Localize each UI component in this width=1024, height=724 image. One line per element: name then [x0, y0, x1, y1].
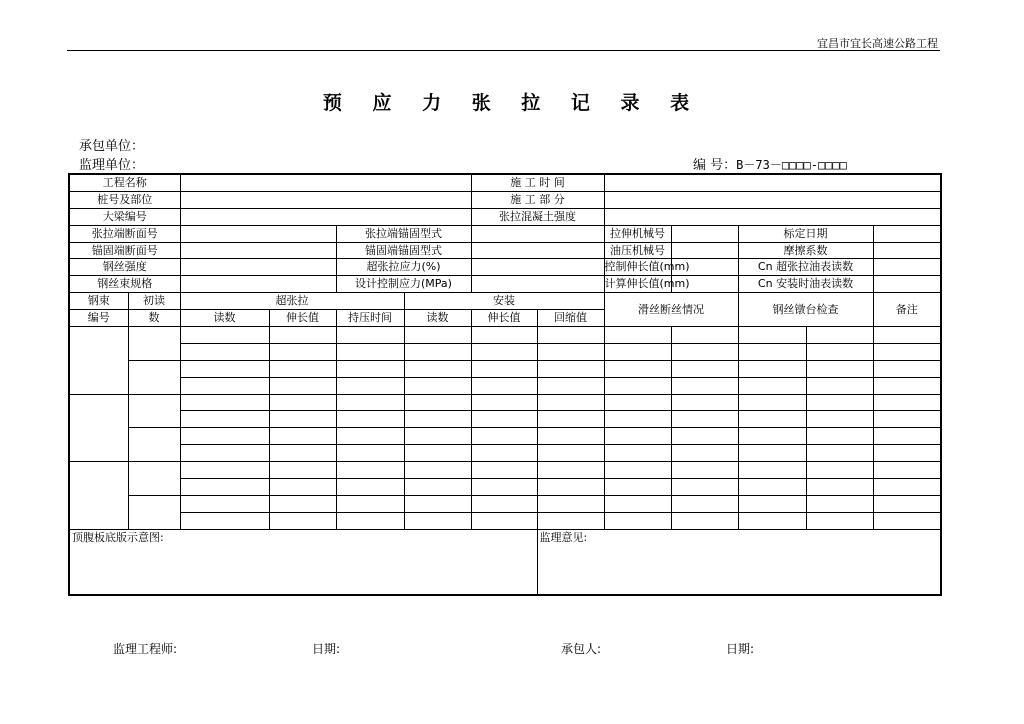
- bundle-no-header-top: 钢束: [69, 293, 128, 310]
- station-label: 桩号及部位: [69, 191, 180, 208]
- table-cell[interactable]: [471, 512, 537, 529]
- table-cell[interactable]: [269, 394, 336, 411]
- table-cell[interactable]: [537, 495, 604, 512]
- table-cell[interactable]: [336, 377, 404, 394]
- table-cell[interactable]: [180, 343, 269, 360]
- table-cell[interactable]: [336, 428, 404, 445]
- init-reading-cell[interactable]: [128, 394, 180, 428]
- table-cell[interactable]: [180, 445, 269, 462]
- table-cell[interactable]: [537, 479, 604, 496]
- install-elongation-header: 伸长值: [471, 310, 537, 327]
- form-code: [693, 154, 847, 173]
- retraction-header: 回缩值: [537, 310, 604, 327]
- contractor-label: 承包单位：: [79, 139, 145, 154]
- tension-record-form: [68, 173, 942, 596]
- table-cell[interactable]: [537, 343, 604, 360]
- design-stress-label: 设计控制应力(MPa): [336, 276, 471, 293]
- table-cell[interactable]: [269, 495, 336, 512]
- bundle-no-header-bottom: 编号: [69, 310, 128, 327]
- table-cell[interactable]: [671, 445, 738, 462]
- table-cell[interactable]: [180, 462, 269, 479]
- upset-header: 钢丝镦台检查: [738, 293, 873, 327]
- table-cell[interactable]: [471, 479, 537, 496]
- table-cell[interactable]: [604, 479, 671, 496]
- table-cell[interactable]: [269, 445, 336, 462]
- table-cell[interactable]: [471, 411, 537, 428]
- table-cell[interactable]: [671, 462, 738, 479]
- bundle-spec-field[interactable]: [180, 276, 336, 293]
- table-cell[interactable]: [738, 462, 806, 479]
- table-cell[interactable]: [471, 462, 537, 479]
- table-cell[interactable]: [604, 428, 671, 445]
- table-cell[interactable]: [404, 479, 471, 496]
- table-cell[interactable]: [180, 512, 269, 529]
- table-cell[interactable]: [604, 411, 671, 428]
- cn-install-reading-field[interactable]: [873, 276, 941, 293]
- friction-coef-field[interactable]: [873, 242, 941, 259]
- table-cell[interactable]: [604, 512, 671, 529]
- table-cell[interactable]: [671, 479, 738, 496]
- table-cell[interactable]: [604, 462, 671, 479]
- table-cell[interactable]: [873, 479, 941, 496]
- table-cell[interactable]: [806, 327, 873, 344]
- table-cell[interactable]: [471, 428, 537, 445]
- table-cell[interactable]: [604, 495, 671, 512]
- table-row: [69, 462, 941, 479]
- construction-part-label: 施 工 部 分: [471, 191, 604, 208]
- init-reading-cell[interactable]: [128, 495, 180, 529]
- cn-over-reading-label: Cn 超张拉油表读数: [738, 259, 873, 276]
- table-cell[interactable]: [180, 411, 269, 428]
- table-cell[interactable]: [336, 360, 404, 377]
- table-cell[interactable]: [873, 360, 941, 377]
- table-cell[interactable]: [738, 360, 806, 377]
- table-cell[interactable]: [806, 445, 873, 462]
- table-cell[interactable]: [806, 495, 873, 512]
- table-cell[interactable]: [604, 445, 671, 462]
- construction-time-field[interactable]: [604, 174, 941, 191]
- calibration-date-field[interactable]: [873, 225, 941, 242]
- table-cell[interactable]: [336, 343, 404, 360]
- calc-elongation-label: 计算伸长值(mm): [604, 276, 671, 293]
- table-cell[interactable]: [604, 394, 671, 411]
- table-cell[interactable]: [180, 428, 269, 445]
- table-cell[interactable]: [873, 327, 941, 344]
- table-cell[interactable]: [404, 512, 471, 529]
- concrete-strength-label: 张拉混凝土强度: [471, 208, 604, 225]
- table-cell[interactable]: [537, 512, 604, 529]
- table-cell[interactable]: [738, 394, 806, 411]
- init-reading-header-bottom: 数: [128, 310, 180, 327]
- table-row: [69, 479, 941, 496]
- over-elongation-header: 伸长值: [269, 310, 336, 327]
- design-stress-field[interactable]: [471, 276, 604, 293]
- table-cell[interactable]: [873, 428, 941, 445]
- table-cell[interactable]: [269, 428, 336, 445]
- anchor-end-section-field[interactable]: [180, 242, 336, 259]
- beam-no-field[interactable]: [180, 208, 471, 225]
- opinion-label: 监理意见:: [539, 530, 588, 544]
- table-cell[interactable]: [873, 462, 941, 479]
- table-cell[interactable]: [404, 394, 471, 411]
- footer-date-2: 日期:: [726, 642, 755, 656]
- anchor-end-anchor-field[interactable]: [471, 242, 604, 259]
- table-cell[interactable]: [269, 512, 336, 529]
- footer-engineer: 监理工程师:: [113, 642, 178, 656]
- table-cell[interactable]: [336, 327, 404, 344]
- cn-install-reading-label: Cn 安装时油表读数: [738, 276, 873, 293]
- page-title: 预 应 力 张 拉 记 录 表: [322, 92, 702, 114]
- table-cell[interactable]: [537, 462, 604, 479]
- table-cell[interactable]: [471, 327, 537, 344]
- table-cell[interactable]: [404, 360, 471, 377]
- table-cell[interactable]: [180, 327, 269, 344]
- footer-contractor: 承包人:: [561, 642, 602, 656]
- table-cell[interactable]: [471, 495, 537, 512]
- over-tension-stress-label: 超张拉应力(%): [336, 259, 471, 276]
- over-tension-stress-field[interactable]: [471, 259, 604, 276]
- project-header: 宜昌市宜长高速公路工程: [817, 37, 938, 50]
- anchor-end-section-label: 锚固端断面号: [69, 242, 180, 259]
- table-cell[interactable]: [404, 411, 471, 428]
- table-cell[interactable]: [269, 462, 336, 479]
- calibration-date-label: 标定日期: [738, 225, 873, 242]
- header-rule: [67, 50, 940, 51]
- opinion-area[interactable]: [537, 529, 941, 595]
- footer-date-1: 日期:: [312, 642, 341, 656]
- table-cell[interactable]: [404, 428, 471, 445]
- table-cell[interactable]: [336, 495, 404, 512]
- wire-strength-label: 钢丝强度: [69, 259, 180, 276]
- table-cell[interactable]: [873, 343, 941, 360]
- table-cell[interactable]: [806, 512, 873, 529]
- tension-end-anchor-field[interactable]: [471, 225, 604, 242]
- table-row: [69, 343, 941, 360]
- project-name-field[interactable]: [180, 174, 471, 191]
- table-cell[interactable]: [404, 343, 471, 360]
- bundle-no-cell[interactable]: [69, 327, 128, 395]
- diagram-label: 顶腹板底版示意图:: [72, 530, 164, 544]
- bundle-no-cell[interactable]: [69, 462, 128, 530]
- table-cell[interactable]: [336, 411, 404, 428]
- table-cell[interactable]: [336, 512, 404, 529]
- table-cell[interactable]: [738, 343, 806, 360]
- tension-end-section-field[interactable]: [180, 225, 336, 242]
- table-cell[interactable]: [404, 377, 471, 394]
- table-cell[interactable]: [471, 377, 537, 394]
- install-header: 安装: [404, 293, 604, 310]
- form-code-label: 编 号：: [693, 158, 737, 173]
- table-cell[interactable]: [873, 512, 941, 529]
- table-cell[interactable]: [671, 495, 738, 512]
- table-cell[interactable]: [537, 327, 604, 344]
- table-cell[interactable]: [671, 512, 738, 529]
- form-code-value: B－73－□□□□-□□□□: [736, 158, 847, 172]
- oil-pump-no-label: 油压机械号: [604, 242, 671, 259]
- table-cell[interactable]: [873, 445, 941, 462]
- table-cell[interactable]: [404, 327, 471, 344]
- hold-time-header: 持压时间: [336, 310, 404, 327]
- table-cell[interactable]: [180, 394, 269, 411]
- tension-end-section-label: 张拉端断面号: [69, 225, 180, 242]
- table-cell[interactable]: [738, 512, 806, 529]
- table-cell[interactable]: [269, 327, 336, 344]
- data-rows: [69, 327, 941, 595]
- control-elongation-label: 控制伸长值(mm): [604, 259, 671, 276]
- table-cell[interactable]: [671, 428, 738, 445]
- table-cell[interactable]: [604, 343, 671, 360]
- table-cell[interactable]: [738, 495, 806, 512]
- remark-header: 备注: [873, 293, 941, 327]
- table-cell[interactable]: [180, 495, 269, 512]
- install-reading-header: 读数: [404, 310, 471, 327]
- table-cell[interactable]: [269, 479, 336, 496]
- table-row: [69, 495, 941, 512]
- project-name-label: 工程名称: [69, 174, 180, 191]
- table-cell[interactable]: [336, 445, 404, 462]
- table-cell[interactable]: [404, 445, 471, 462]
- init-reading-cell[interactable]: [128, 327, 180, 361]
- table-cell[interactable]: [604, 360, 671, 377]
- construction-part-field[interactable]: [604, 191, 941, 208]
- table-cell[interactable]: [671, 394, 738, 411]
- table-cell[interactable]: [873, 377, 941, 394]
- init-reading-cell[interactable]: [128, 428, 180, 462]
- table-cell[interactable]: [806, 462, 873, 479]
- table-row: [69, 428, 941, 445]
- table-cell[interactable]: [180, 479, 269, 496]
- table-cell[interactable]: [806, 479, 873, 496]
- table-row: [69, 445, 941, 462]
- table-row: [69, 411, 941, 428]
- cn-over-reading-field[interactable]: [873, 259, 941, 276]
- table-cell[interactable]: [806, 377, 873, 394]
- table-cell[interactable]: [806, 360, 873, 377]
- table-row: [69, 512, 941, 529]
- supervisor-label: 监理单位：: [79, 158, 145, 173]
- table-row: [69, 327, 941, 344]
- anchor-end-anchor-label: 锚固端锚固型式: [336, 242, 471, 259]
- jack-no-label: 拉伸机械号: [604, 225, 671, 242]
- table-cell[interactable]: [537, 377, 604, 394]
- table-cell[interactable]: [671, 327, 738, 344]
- table-cell[interactable]: [738, 411, 806, 428]
- table-cell[interactable]: [738, 377, 806, 394]
- friction-coef-label: 摩擦系数: [738, 242, 873, 259]
- table-cell[interactable]: [269, 411, 336, 428]
- table-cell[interactable]: [537, 360, 604, 377]
- table-cell[interactable]: [269, 360, 336, 377]
- beam-no-label: 大梁编号: [69, 208, 180, 225]
- slip-header: 滑丝断丝情况: [604, 293, 738, 327]
- tension-end-anchor-label: 张拉端锚固型式: [336, 225, 471, 242]
- table-cell[interactable]: [671, 411, 738, 428]
- table-cell[interactable]: [471, 394, 537, 411]
- table-cell[interactable]: [806, 428, 873, 445]
- bundle-spec-label: 钢丝束规格: [69, 276, 180, 293]
- wire-strength-field[interactable]: [180, 259, 336, 276]
- table-cell[interactable]: [537, 394, 604, 411]
- table-cell[interactable]: [336, 394, 404, 411]
- table-cell[interactable]: [738, 428, 806, 445]
- bundle-no-cell[interactable]: [69, 394, 128, 462]
- table-cell[interactable]: [180, 377, 269, 394]
- table-cell[interactable]: [604, 377, 671, 394]
- over-reading-header: 读数: [180, 310, 269, 327]
- table-row: [69, 360, 941, 377]
- table-cell[interactable]: [404, 495, 471, 512]
- table-cell[interactable]: [738, 327, 806, 344]
- table-cell[interactable]: [806, 394, 873, 411]
- table-cell[interactable]: [671, 343, 738, 360]
- table-row: [69, 394, 941, 411]
- table-cell[interactable]: [269, 343, 336, 360]
- table-cell[interactable]: [336, 479, 404, 496]
- table-cell[interactable]: [537, 411, 604, 428]
- table-row: [69, 377, 941, 394]
- table-cell[interactable]: [404, 462, 471, 479]
- table-cell[interactable]: [537, 445, 604, 462]
- table-cell[interactable]: [806, 411, 873, 428]
- concrete-strength-field[interactable]: [604, 208, 941, 225]
- table-cell[interactable]: [336, 462, 404, 479]
- station-field[interactable]: [180, 191, 471, 208]
- table-cell[interactable]: [180, 360, 269, 377]
- diagram-area[interactable]: [69, 529, 537, 595]
- table-cell[interactable]: [738, 445, 806, 462]
- construction-time-label: 施 工 时 间: [471, 174, 604, 191]
- table-cell[interactable]: [269, 377, 336, 394]
- table-cell[interactable]: [471, 445, 537, 462]
- table-cell[interactable]: [604, 327, 671, 344]
- table-cell[interactable]: [471, 343, 537, 360]
- init-reading-header-top: 初读: [128, 293, 180, 310]
- over-tension-header: 超张拉: [180, 293, 404, 310]
- table-cell[interactable]: [671, 377, 738, 394]
- init-reading-cell[interactable]: [128, 360, 180, 394]
- oil-pump-no-field[interactable]: [671, 242, 738, 259]
- table-cell[interactable]: [806, 343, 873, 360]
- init-reading-cell[interactable]: [128, 462, 180, 496]
- table-cell[interactable]: [873, 495, 941, 512]
- table-cell[interactable]: [873, 394, 941, 411]
- table-cell[interactable]: [537, 428, 604, 445]
- table-cell[interactable]: [671, 360, 738, 377]
- table-cell[interactable]: [471, 360, 537, 377]
- table-cell[interactable]: [738, 479, 806, 496]
- jack-no-field[interactable]: [671, 225, 738, 242]
- table-cell[interactable]: [873, 411, 941, 428]
